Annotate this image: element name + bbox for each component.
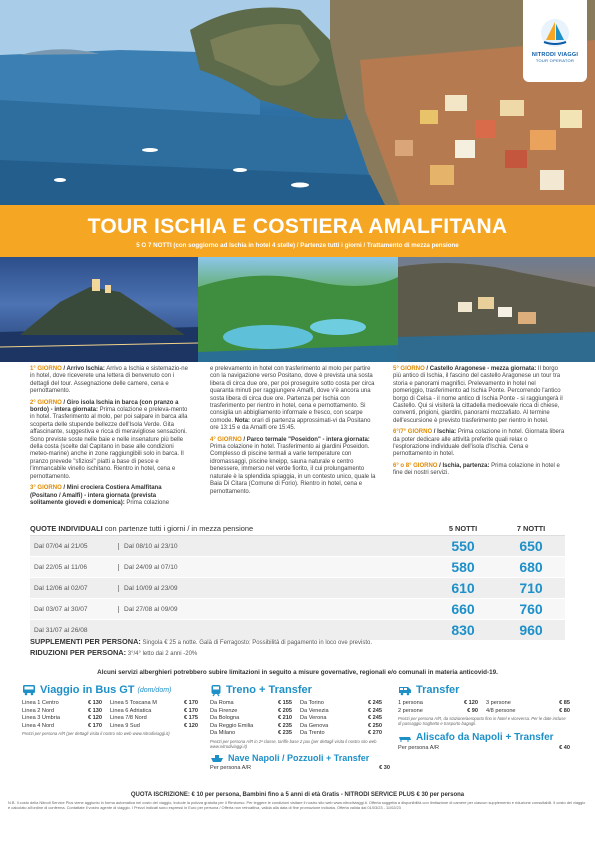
ship-heading [210, 753, 390, 763]
day-label: 5° GIORNO [393, 366, 425, 372]
bus-icon [22, 684, 36, 696]
list-item [300, 730, 382, 738]
itinerary-col-3 [393, 366, 565, 482]
pax-price: € 120 [464, 700, 478, 706]
city-price: € 270 [368, 730, 382, 736]
itinerary [0, 366, 595, 516]
bus-title: Viaggio in Bus GT [40, 684, 135, 696]
itinerary-day [393, 429, 565, 459]
thermal-park-illustration [198, 257, 398, 362]
train-icon [210, 684, 222, 697]
day-title: / Giro isola Ischia in barca (con pranzo a bordo) - intera giornata: [30, 399, 179, 414]
list-item [300, 700, 382, 708]
minibus-icon [398, 685, 412, 696]
day-text: Prima colazione in hotel. Trasferimento ai giardini Poseidon. Complesso di piscine termali a varie temperature con idromassaggi, piscine kneipp, sauna naturale e centro benessere, immerso nel verde fiorito, il cui prolungamento naturale è la splendida spiaggia, in un contesto unico, quale la Baia Di Citara (Comune di Forio). Rientro in hotel, cena e pernottamento. [210, 444, 376, 495]
hydrofoil-price: € 40 [559, 745, 570, 751]
city-price: € 250 [368, 722, 382, 729]
registration-fee: QUOTA ISCRIZIONE: € 10 per persona, Bambini fino a 5 anni di età Gratis - NITRODI SERVICE PLUS € 30 per persona [130, 792, 465, 798]
city-price: € 205 [278, 707, 292, 714]
hydrofoil-heading [398, 732, 570, 743]
line-name: Linea 5 Toscana M [110, 700, 157, 706]
supplements-line [30, 637, 565, 648]
pax-label: 1 persona [398, 700, 423, 706]
day-text: Il borgo più antico di Ischia, il fascino del castello Aragonese un tour tra storia e panorami magnifici. Prelevamento in hotel nel pomeriggio, trasferimento ad Ischia Ponte. Percorrendo l'antico borgo di Celsa - il nome antico di Ischia Ponte - si raggiungerà il Castello. Qui si visiterà la cittadella medioevale ricca di chiese, conventi, prigioni, giardini, panorami mozzafiato. Al termine dell'escursione è previsto trasferimento per rientro in hotel. [393, 366, 563, 424]
table-row [30, 599, 565, 620]
reductions-line [30, 648, 565, 659]
page-subtitle: 5 O 7 NOTTI (con soggiorno ad Ischia in hotel 4 stelle) / Partenze tutti i giorni / Trattamento di mezza pensione [136, 242, 459, 249]
col-5-notti: 5 NOTTI [448, 524, 478, 533]
line-name: Linea 1 Centro [22, 700, 59, 706]
note-label: Nota: [233, 417, 251, 424]
city-price: € 210 [278, 715, 292, 721]
brand-logo [523, 0, 587, 82]
bus-list-right [110, 700, 198, 730]
list-item [300, 723, 382, 731]
price-5-notti: 550 [451, 538, 475, 554]
day-title: / Arrivo Ischia: [61, 366, 105, 372]
day-text: Prima colazione [124, 499, 170, 506]
transport-options [0, 683, 595, 788]
itinerary-day [393, 366, 565, 425]
line-price: € 170 [184, 700, 198, 706]
reductions-label: RIDUZIONI PER PERSONA: [30, 648, 127, 657]
train-list-left [210, 700, 292, 738]
ship-title: Nave Napoli / Pozzuoli + Transfer [228, 752, 370, 763]
transfer-note: Prezzi per persona A/R, da stazione/aeroporto fino in hotel e viceversa. Per le date incluse di passaggio traghetto e trasporto bagagli. [398, 716, 566, 726]
period-1: Dal 31/07 al 26/08 [34, 626, 88, 634]
brand-name: NITRODI VIAGGI [531, 52, 579, 58]
bus-section [22, 683, 202, 736]
period-2: Dal 08/10 al 23/10 [118, 543, 429, 550]
city-price: € 235 [278, 730, 292, 736]
day-text: Prima colazione in hotel e fine dei nostri servizi. [393, 462, 560, 477]
transfer-list-right [486, 700, 570, 715]
coastline-illustration [0, 0, 595, 205]
supplements-text: Singola € 25 a notte. Galà di Ferragosto: Possibilità di pagamento in loco ove previsto. [140, 640, 373, 646]
line-price: € 130 [88, 707, 102, 714]
train-title: Treno + Transfer [226, 684, 312, 696]
day-title: / Ischia, partenza: [437, 462, 490, 469]
day-label: 6° o 8° GIORNO [393, 462, 438, 469]
price-table [30, 522, 565, 641]
table-row [30, 536, 565, 557]
day-title: / Ischia: [432, 429, 457, 436]
day-title: / Castello Aragonese - mezza giornata: [424, 366, 537, 372]
itinerary-day [210, 437, 380, 496]
day-label: 4° GIORNO [210, 436, 242, 443]
line-name: Linea 4 Nord [22, 722, 55, 729]
ship-price-row [210, 765, 390, 771]
day-title: / Mini crociera Costiera Amalfitana (Positano / Amalfi) - intera giornata (prevista solitamente giovedì e domenica): [30, 485, 162, 506]
line-name: Linea 6 Adriatica [110, 707, 152, 714]
period-2: Dal 10/09 al 23/09 [118, 585, 429, 592]
list-item [110, 723, 198, 731]
pax-label: 4/8 persone [486, 707, 516, 714]
city-name: Da Bologna [210, 715, 240, 721]
pax-price: € 90 [467, 707, 478, 714]
list-item [210, 708, 292, 716]
hydrofoil-label: Per persona A/R [398, 745, 440, 751]
list-item [398, 708, 478, 716]
list-item [210, 700, 292, 708]
itinerary-col-1 [30, 366, 190, 511]
reductions-text: 3°/4° letto dai 2 anni -20% [126, 651, 198, 657]
line-price: € 170 [184, 707, 198, 714]
day-text: Arrivo a Ischia e sistemazio-ne in hotel, dove riceverete una lettera di benvenuto con i dettagli del tour. Assegnazione delle camere, cena e pernottamento. [30, 366, 188, 395]
pax-label: 2 persone [398, 707, 423, 714]
table-row [30, 557, 565, 578]
list-item [486, 700, 570, 708]
col-7-notti: 7 NOTTI [516, 524, 546, 533]
list-item [486, 708, 570, 716]
price-7-notti: 680 [519, 559, 543, 575]
price-7-notti: 960 [519, 622, 543, 638]
price-5-notti: 580 [451, 559, 475, 575]
price-5-notti: 610 [451, 580, 475, 596]
pax-price: € 85 [559, 700, 570, 706]
price-5-notti: 660 [451, 601, 475, 617]
city-price: € 245 [368, 715, 382, 721]
photo-amalfi [398, 257, 595, 362]
price-title-bold: QUOTE INDIVIDUALI [30, 524, 103, 533]
bus-title-note: (dom/dom) [137, 686, 172, 694]
bus-price-list [22, 700, 202, 730]
itinerary-day [30, 485, 190, 507]
day-title: / Parco termale "Poseidon" - intera giornata: [241, 436, 370, 443]
city-name: Da Reggio Emilia [210, 722, 254, 729]
page-title: TOUR ISCHIA E COSTIERA AMALFITANA [87, 215, 508, 238]
period-1: Dal 22/05 al 11/06 [34, 563, 88, 571]
pax-price: € 80 [559, 707, 570, 714]
sailboat-logo-icon [538, 18, 572, 48]
hero-image [0, 0, 595, 205]
day-label: 1° GIORNO [30, 366, 62, 372]
transfer-title: Transfer [416, 684, 460, 696]
period-2: Dal 27/08 al 09/09 [118, 606, 429, 613]
period-1: Dal 12/06 al 02/07 [34, 584, 88, 592]
supplements-label: SUPPLEMENTI PER PERSONA: [30, 637, 141, 646]
transfer-section [398, 683, 570, 751]
line-name: Linea 9 Sud [110, 722, 140, 729]
list-item [22, 700, 102, 708]
line-name: Linea 7/8 Nord [110, 715, 147, 721]
city-name: Da Firenze [210, 707, 238, 714]
price-table-header [30, 522, 565, 536]
ship-label: Per persona A/R [210, 764, 252, 771]
city-price: € 235 [278, 722, 292, 729]
price-5-notti: 830 [451, 622, 475, 638]
city-name: Da Genova [300, 722, 329, 729]
photo-poseidon-park [198, 257, 398, 362]
train-heading [210, 683, 390, 697]
list-item [22, 708, 102, 716]
itinerary-day [393, 463, 565, 478]
line-price: € 130 [88, 700, 102, 706]
bus-note: Prezzi per persona A/R (per dettagli visita il nostro sito web www.nitrodiviaggi.it) [22, 731, 170, 736]
price-title-light: con partenze tutti i giorni / in mezza pensione [102, 524, 254, 533]
train-section [210, 683, 390, 771]
line-name: Linea 2 Nord [22, 707, 55, 714]
itinerary-day-continued [210, 366, 380, 433]
city-price: € 245 [368, 707, 382, 714]
day-label: 3° GIORNO [30, 485, 62, 492]
itinerary-day [30, 400, 190, 481]
bus-list-left [22, 700, 102, 730]
city-name: Da Venezia [300, 707, 329, 714]
list-item [210, 730, 292, 738]
title-band [0, 205, 595, 257]
pax-label: 3 persone [486, 700, 511, 706]
list-item [110, 708, 198, 716]
price-7-notti: 760 [519, 601, 543, 617]
city-name: Da Milano [210, 730, 236, 736]
line-price: € 175 [184, 715, 198, 721]
city-price: € 155 [278, 700, 292, 706]
train-note: Prezzi per persona A/R in 2ª classe, tariffe base 2 pax (per dettagli visita il nostro sito web www.nitrodiviaggi.it) [210, 738, 377, 749]
price-table-title [30, 524, 429, 533]
train-list-right [300, 700, 382, 738]
fine-print: N.B. Il costo della Nitrodi Service Plus viene aggiunto in forma automatica nel costo del viaggio, include la polizza gratuita per il Rimborso. Per leggere le condizioni visitare il nostro sito web www.nitrodiviaggi.it. Offerta soggetta a disponibilità con limitazione di camere per ciascun supplemento e riduzione consultabili. Il costo del viaggio è calcolato all'ordine di conferma. Contattate il vostro agente di viaggio. I Prezzi indicati sono espressi in Euro per persona / Offerta non retroattiva, valida alla data di fine promozione indicata. Offerta valida dal 01/03/23 - 11/02/23 [8, 800, 586, 811]
day-text: Prima colazione in hotel. Giornata libera da poter dedicare alle attività preferite quali relax o l'esplorazione individuale dell'isola d'Ischia. Cena e pernottamento in hotel. [393, 429, 565, 458]
list-item [110, 715, 198, 723]
hydrofoil-title: Aliscafo da Napoli + Transfer [416, 732, 554, 743]
ship-icon [210, 753, 224, 763]
amalfi-illustration [398, 257, 595, 362]
transfer-list-left [398, 700, 478, 715]
photo-strip [0, 257, 595, 362]
city-name: Da Verona [300, 715, 327, 721]
castle-illustration [0, 257, 198, 362]
line-price: € 120 [88, 715, 102, 721]
list-item [300, 708, 382, 716]
price-7-notti: 650 [519, 538, 543, 554]
transfer-price-list [398, 700, 570, 715]
itinerary-day [30, 366, 190, 396]
line-name: Linea 3 Umbria [22, 715, 60, 721]
period-1: Dal 03/07 al 30/07 [34, 605, 88, 613]
transfer-heading [398, 683, 570, 697]
list-item [398, 700, 478, 708]
list-item [300, 715, 382, 723]
list-item [210, 715, 292, 723]
bus-heading [22, 683, 202, 697]
day-label: 2° GIORNO [30, 399, 62, 406]
price-rows [30, 536, 565, 641]
ship-price: € 30 [379, 764, 390, 771]
day-text: Prima colazione e preleva-mento in hotel. Trasferimento al molo, per poi salpare in barca alla scoperta delle stupende bellezze dell'Isola Verde. Gita affascinante, suggestiva e ricca di meravigliose sensazioni. Sono previste soste nelle baie e nelle insenature più belle della costa (scelte dal Capitano in base alle condizioni meteo-marine) anche in zone raggiungibili solo in barca. Il pranzo prevede "sfiziosi" piatti a base di pesce e l'immancabile vinello ischitano. Rientro in hotel, cena e pernottamento. [30, 407, 188, 480]
list-item [110, 700, 198, 708]
supplements [30, 637, 565, 659]
brand-tagline: TOUR OPERATOR [535, 58, 575, 63]
list-item [210, 723, 292, 731]
covid-notice: Alcuni servizi alberghieri potrebbero subire limitazioni in seguito a misure governative, regionali e/o comunali in materia anticovid-19. [97, 669, 498, 676]
itinerary-col-2 [210, 366, 380, 500]
period-1: Dal 07/04 al 21/05 [34, 542, 88, 550]
city-name: Da Roma [210, 700, 234, 706]
list-item [22, 715, 102, 723]
city-name: Da Trento [300, 730, 325, 736]
day-label: 6°/7° GIORNO [393, 429, 433, 436]
note-text: orari di partenza approssimati-vi da Positano ore 13:15 e da Amalfi ore 15:45. [210, 417, 371, 432]
train-price-list [210, 700, 390, 738]
hydrofoil-price-row [398, 745, 570, 751]
list-item [22, 723, 102, 731]
photo-castello-aragonese [0, 257, 198, 362]
day-text: e prelevamento in hotel con trasferimento al molo per partire con la navigazione verso Positano, dove è prevista una sosta libera di circa due ore, per poi proseguire sotto costa per circa quaranta minuti per raggiungere Amalfi, dove v'è ancora una sosta libera di circa due ore. Partenza per Ischia con trasferimento per rientro in hotel, cena e pernottamento. Si consiglia un abbigliamento informale e fresco, con scarpe comode. [210, 366, 375, 424]
line-price: € 170 [88, 722, 102, 729]
city-price: € 245 [368, 700, 382, 706]
price-7-notti: 710 [519, 580, 543, 596]
line-price: € 120 [184, 722, 198, 729]
hydrofoil-icon [398, 733, 412, 743]
period-2: Dal 24/09 al 07/10 [118, 564, 429, 571]
table-row [30, 578, 565, 599]
city-name: Da Torino [300, 700, 324, 706]
